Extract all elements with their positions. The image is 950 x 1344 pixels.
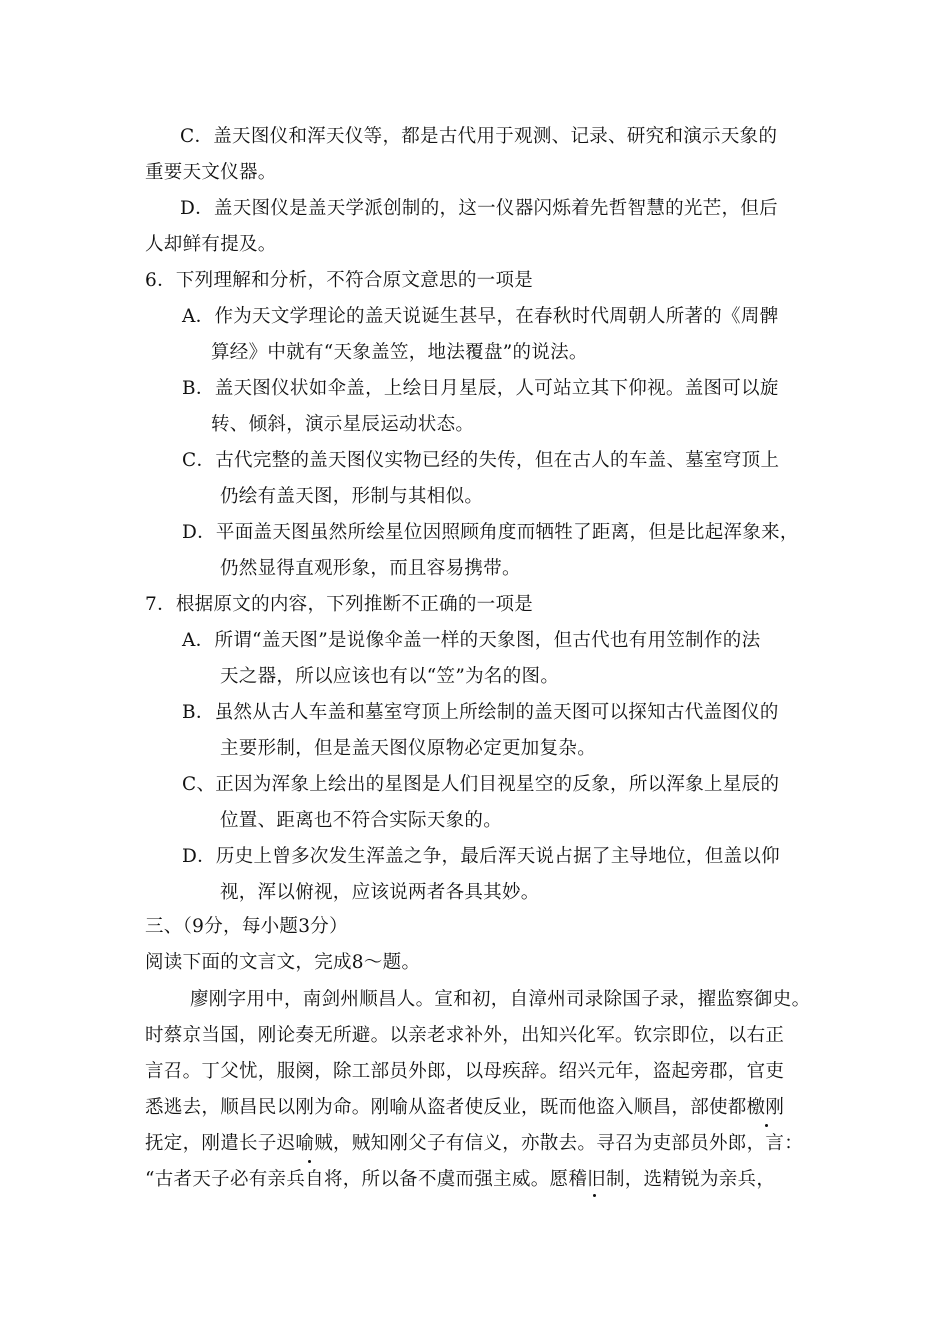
passage-line-2: 时蔡京当国，刚论奏无所避。以亲老求补外，出知兴化军。钦宗即位，以右正 [145, 1025, 785, 1046]
q6-stem: 6．下列理解和分析，不符合原文意思的一项是 [145, 270, 534, 291]
q7-option-d-line2: 视，浑以俯视，应该说两者各具其妙。 [220, 882, 540, 903]
q7-option-c-line2: 位置、距离也不符合实际天象的。 [220, 810, 503, 831]
q6-option-b-line2: 转、倾斜，演示星辰运动状态。 [211, 414, 475, 435]
section-instruction: 阅读下面的文言文，完成8～题。 [145, 952, 421, 973]
q5-option-d-line1: D．盖天图仪是盖天学派创制的，这一仪器闪烁着先哲智慧的光芒，但后 [180, 198, 778, 219]
passage-line-1: 廖刚字用中，南剑州顺昌人。宣和初，自漳州司录除国子录，擢监察御史。 [190, 989, 811, 1010]
q7-option-a-line1: A．所谓“盖天图”是说像伞盖一样的天象图，但古代也有用笠制作的法 [182, 630, 761, 651]
passage-line-3: 言召。丁父忧，服阕，除工部员外郎，以母疾辞。绍兴元年，盗起旁郡，官吏 [145, 1061, 785, 1082]
q7-option-b-line2: 主要形制，但是盖天图仪原物必定更加复杂。 [220, 738, 597, 759]
q7-option-a-line2: 天之器，所以应该也有以“笠”为名的图。 [220, 666, 560, 687]
q5-option-d-line2: 人却鲜有提及。 [145, 234, 277, 255]
passage-line-6: “古者天子必有亲兵自将，所以备不虞而强主威。愿稽旧制，选精锐为亲兵， [145, 1169, 776, 1190]
q7-option-d-line1: D．历史上曾多次发生浑盖之争，最后浑天说占据了主导地位，但盖以仰 [182, 846, 780, 867]
q6-option-c-line1: C．古代完整的盖天图仪实物已经的失传，但在古人的车盖、墓室穹顶上 [182, 450, 780, 471]
passage-line-4: 悉逃去，顺昌民以刚为命。刚喻从盗者使反业，既而他盗入顺昌，部使都檄刚 [145, 1097, 785, 1118]
section-heading: 三、（9分，每小题3分） [145, 916, 348, 937]
q6-option-b-line1: B．盖天图仪状如伞盖，上绘日月星辰，人可站立其下仰视。盖图可以旋 [182, 378, 779, 399]
q6-option-d-line1: D．平面盖天图虽然所绘星位因照顾角度而牺牲了距离，但是比起浑象来， [182, 522, 799, 543]
q6-option-c-line2: 仍绘有盖天图，形制与其相似。 [220, 486, 484, 507]
q6-option-a-line2: 算经》中就有“天象盖笠，地法覆盘”的说法。 [211, 342, 588, 363]
emphasis-dot-ji [593, 1194, 596, 1197]
q6-option-a-line1: A．作为天文学理论的盖天说诞生甚早，在春秋时代周朝人所著的《周髀 [182, 306, 779, 327]
q5-option-c-line2: 重要天文仪器。 [145, 162, 277, 183]
q7-option-b-line1: B．虽然从古人车盖和墓室穹顶上所绘制的盖天图可以探知古代盖图仪的 [182, 702, 779, 723]
emphasis-dot-yu [308, 1160, 311, 1163]
q5-option-c-line1: C．盖天图仪和浑天仪等，都是古代用于观测、记录、研究和演示天象的 [180, 126, 778, 147]
q7-stem: 7．根据原文的内容，下列推断不正确的一项是 [145, 594, 534, 615]
q6-option-d-line2: 仍然显得直观形象，而且容易携带。 [220, 558, 521, 579]
q7-option-c-line1: C、正因为浑象上绘出的星图是人们目视星空的反象，所以浑象上星辰的 [182, 774, 780, 795]
passage-line-5: 抚定，刚遣长子迟喻贼，贼知刚父子有信义，亦散去。寻召为吏部员外郎，言： [145, 1133, 804, 1154]
emphasis-dot-xi [765, 1124, 768, 1127]
